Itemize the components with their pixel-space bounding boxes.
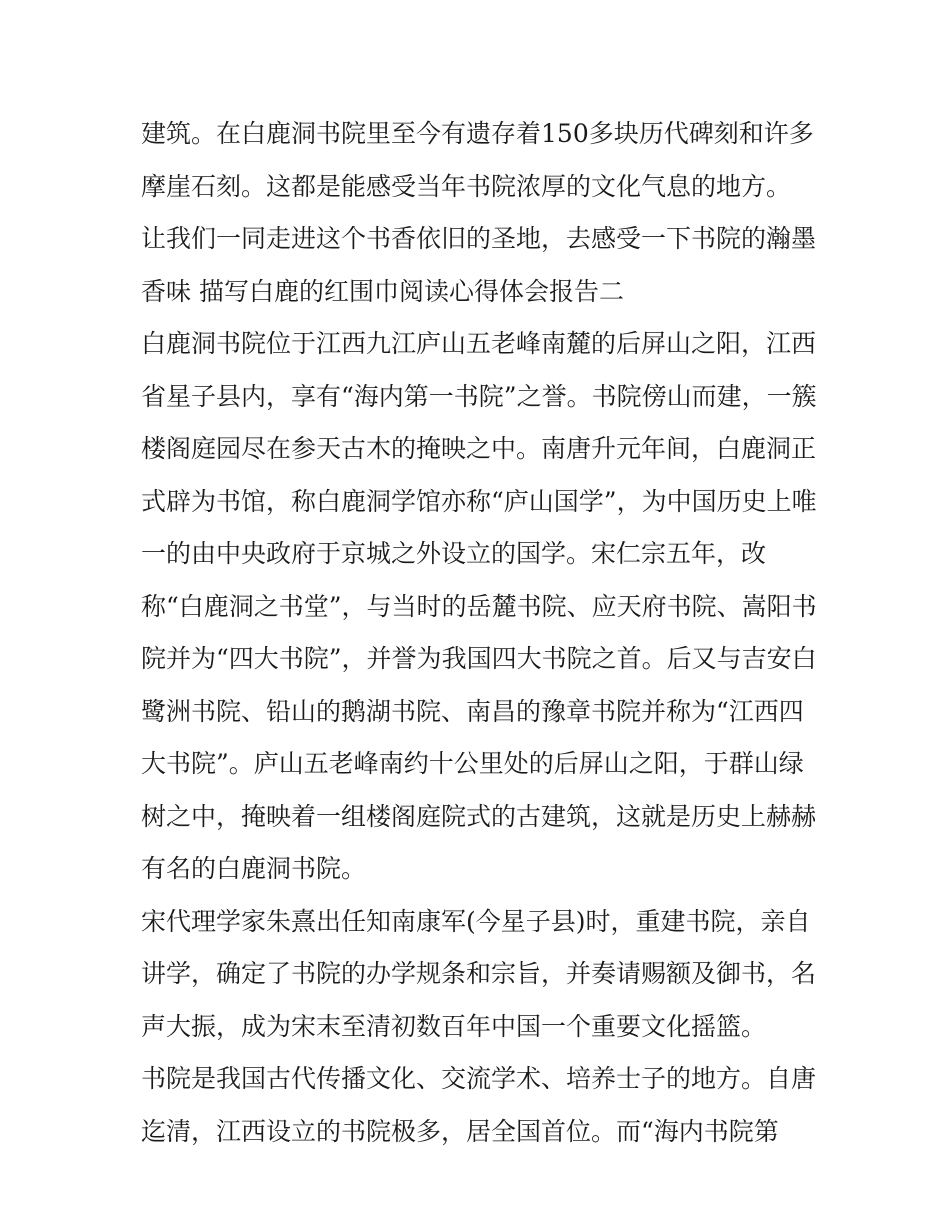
- text-line: 让我们一同走进这个书香依旧的圣地，去感受一下书院的瀚墨: [141, 224, 817, 253]
- text-line: 摩崖石刻。这都是能感受当年书院浓厚的文化气息的地方。: [141, 171, 792, 201]
- text-line: 宋代理学家朱熹出任知南康军(今星子县)时，重建书院，亲自: [141, 906, 811, 936]
- text-line: 有名的白鹿洞书院。: [141, 854, 367, 883]
- text-line: 省星子县内，享有“海内第一书院”之誉。书院傍山而建，一簇: [141, 381, 817, 411]
- text-line: 式辟为书馆，称白鹿洞学馆亦称“庐山国学”，为中国历史上唯: [141, 486, 817, 516]
- text-line: 香味 描写白鹿的红围巾阅读心得体会报告二: [141, 276, 624, 306]
- body-text: [141, 108, 821, 1158]
- text-line: 迄清，江西设立的书院极多，居全国首位。而“海内书院第: [141, 1116, 779, 1146]
- text-line: 楼阁庭园尽在参天古木的掩映之中。南唐升元年间，白鹿洞正: [141, 434, 817, 463]
- text-line: 院并为“四大书院”，并誉为我国四大书院之首。后又与吉安白: [141, 644, 817, 673]
- text-line: 称“白鹿洞之书堂”，与当时的岳麓书院、应天府书院、嵩阳书: [141, 591, 817, 621]
- text-line: 一的由中央政府于京城之外设立的国学。宋仁宗五年，改: [141, 539, 767, 568]
- text-line: 大书院”。庐山五老峰南约十公里处的后屏山之阳，于群山绿: [141, 749, 804, 778]
- text-line: 书院是我国古代传播文化、交流学术、培养士子的地方。自唐: [141, 1064, 817, 1093]
- text-line: 建筑。在白鹿洞书院里至今有遗存着150多块历代碑刻和许多: [141, 119, 814, 148]
- text-line: 声大振，成为宋末至清初数百年中国一个重要文化摇篮。: [141, 1011, 767, 1041]
- text-line: 讲学，确定了书院的办学规条和宗旨，并奏请赐额及御书，名: [141, 959, 817, 988]
- text-line: 树之中，掩映着一组楼阁庭院式的古建筑，这就是历史上赫赫: [141, 801, 817, 831]
- text-line: 白鹿洞书院位于江西九江庐山五老峰南麓的后屏山之阳，江西: [141, 329, 817, 358]
- text-line: 鹭洲书院、铅山的鹅湖书院、南昌的豫章书院并称为“江西四: [141, 696, 804, 726]
